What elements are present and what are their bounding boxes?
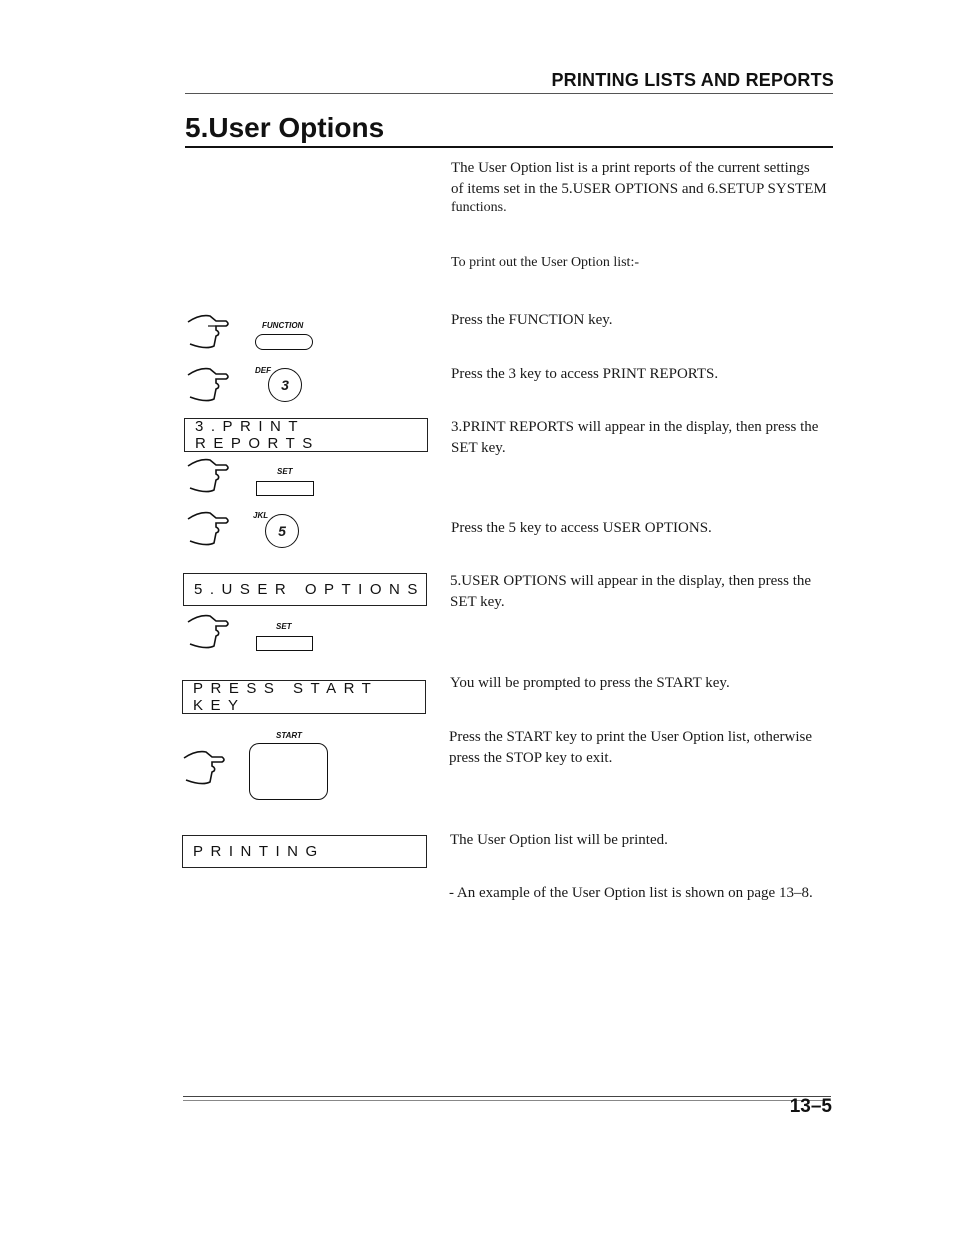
step-set-text-1: 3.PRINT REPORTS will appear in the display, then press the: [451, 419, 819, 435]
set-key[interactable]: [256, 481, 314, 496]
example-note: - An example of the User Option list is shown on page 13–8.: [449, 885, 813, 901]
jkl-key-label: JKL: [253, 511, 269, 520]
lcd-display-user-options: 5.USER OPTIONS: [183, 573, 427, 606]
key-3[interactable]: 3: [268, 368, 302, 402]
set-key-label: SET: [277, 467, 293, 476]
function-key[interactable]: [255, 334, 313, 350]
intro-line-2: of items set in the 5.USER OPTIONS and 6.SETUP SYSTEM: [451, 181, 827, 197]
step-start-text-1: Press the START key to print the User Option list, otherwise: [449, 729, 813, 745]
lcd-display-print-reports: 3.PRINT REPORTS: [184, 418, 428, 452]
function-key-label: FUNCTION: [262, 321, 304, 330]
section-title: 5.User Options: [185, 112, 385, 143]
step-set-text-2: SET key.: [451, 440, 506, 456]
pointing-hand-icon: [186, 365, 246, 407]
start-key-label: START: [276, 731, 302, 740]
step-user-options-text-1: 5.USER OPTIONS will appear in the display, then press the: [450, 573, 812, 589]
lcd-display-press-start: PRESS START KEY: [182, 680, 426, 714]
pointing-hand-icon: [186, 509, 246, 551]
section-rule: [185, 146, 833, 148]
set-key-label: SET: [276, 622, 292, 631]
set-key[interactable]: [256, 636, 313, 651]
step-prompt-start-text: You will be prompted to press the START key.: [450, 675, 730, 691]
to-print-instruction: To print out the User Option list:-: [451, 255, 640, 270]
intro-line-3: functions.: [451, 200, 507, 215]
step-key3-text: Press the 3 key to access PRINT REPORTS.: [451, 366, 719, 382]
key-5[interactable]: 5: [265, 514, 299, 548]
step-user-options-text-2: SET key.: [450, 594, 505, 610]
def-key-label: DEF: [255, 366, 271, 375]
step-key5-text: Press the 5 key to access USER OPTIONS.: [451, 520, 712, 536]
pointing-hand-icon: [186, 612, 246, 654]
step-function-text: Press the FUNCTION key.: [451, 312, 613, 328]
footer-rule-secondary: [183, 1100, 831, 1101]
intro-line-1: The User Option list is a print reports of the current settings: [451, 160, 810, 176]
page-number: 13–5: [789, 1096, 832, 1117]
header-rule: [185, 93, 833, 94]
pointing-hand-icon: [182, 748, 242, 790]
step-printed-text: The User Option list will be printed.: [450, 832, 668, 848]
running-header: PRINTING LISTS AND REPORTS: [551, 70, 834, 90]
step-start-text-2: press the STOP key to exit.: [449, 750, 613, 766]
footer-rule: [183, 1096, 831, 1097]
pointing-hand-icon: [186, 312, 246, 354]
start-key[interactable]: [249, 743, 328, 800]
lcd-display-printing: PRINTING: [182, 835, 427, 868]
pointing-hand-icon: [186, 456, 246, 498]
